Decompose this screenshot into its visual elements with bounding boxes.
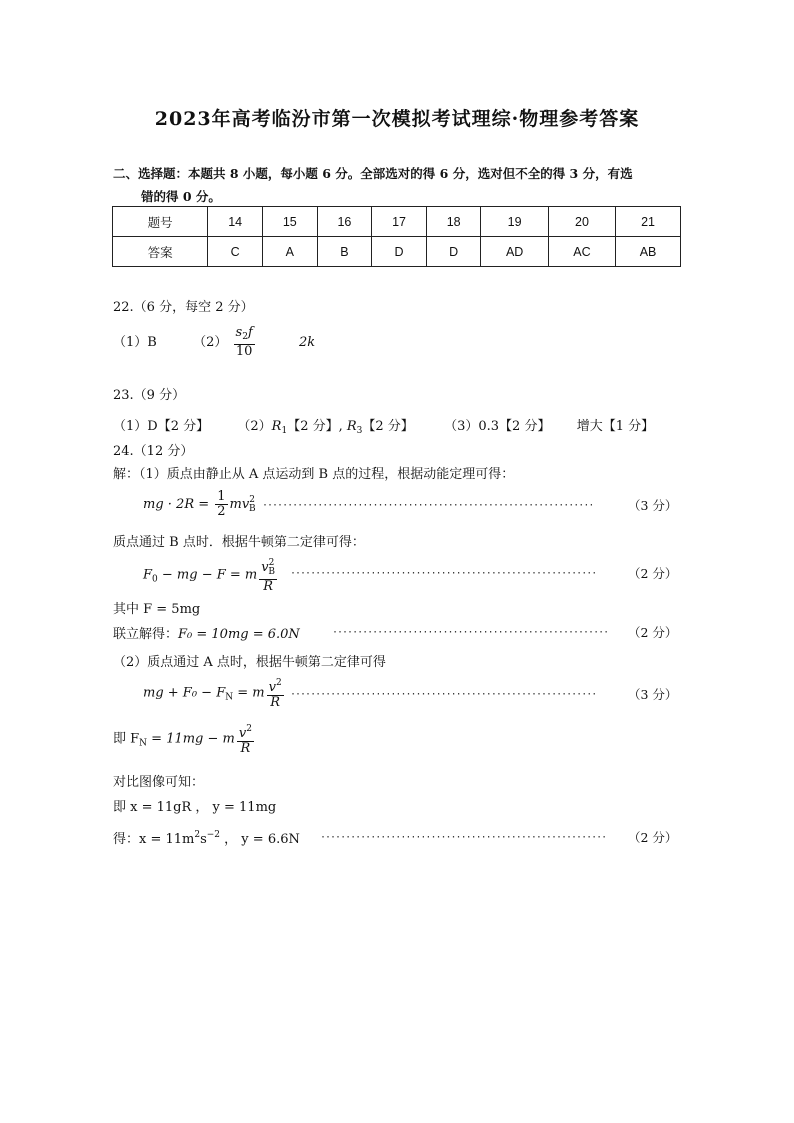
q24-text-4: 联立解得：F₀ = 10mg = 6.0N (113, 627, 300, 642)
dotted-leader: ························································· (320, 832, 607, 843)
q24-equation-3: mg + $F_0 - F_N = m$ $\frac{v^2}{R}$ (143, 678, 282, 710)
q24-score-5: （2 分） (628, 830, 678, 845)
page-title: 2023年高考临汾市第一次模拟考试理综·物理参考答案 (154, 108, 640, 130)
q23-part1: （1）D【2 分】 (113, 419, 210, 434)
table-cell: 20 (548, 207, 615, 237)
table-cell: D (426, 237, 481, 267)
table-header-number: 题号 (113, 207, 208, 237)
q24-text-7: 即 x = 11gR ， y = 11mg (113, 800, 277, 815)
table-cell: 14 (208, 207, 263, 237)
q22-heading: 22.（6 分，每空 2 分） (113, 300, 254, 315)
q22-answers (113, 326, 315, 359)
q22-part3: 2k (299, 335, 316, 350)
q24-equation-1: mg · 2R = $\frac{1}{2}$ $mv^2_B$ (143, 489, 256, 519)
table-cell: 19 (481, 207, 548, 237)
q24-intro: 解：（1）质点由静止从 A 点运动到 B 点的过程，根据动能定理可得： (113, 467, 515, 482)
q24-score-3: （2 分） (628, 625, 678, 640)
table-row-numbers (113, 207, 681, 237)
q22-part2-label: （2） (193, 335, 228, 350)
table-cell: B (317, 237, 372, 267)
q24-text-3: 其中 F = 5mg (113, 602, 201, 617)
section-2-instructions (113, 162, 683, 208)
q24-text-8: 得：$x = 11m^2s^{-2}$ ， y = 6.6N (113, 830, 300, 847)
section-2-line1: 二、选择题：本题共 8 小题，每小题 6 分。全部选对的得 6 分，选对但不全的得 3 分，有选 (113, 166, 633, 181)
table-cell: 17 (372, 207, 427, 237)
q24-score-2: （2 分） (628, 566, 678, 581)
table-cell: 21 (616, 207, 681, 237)
q24-heading: 24.（12 分） (113, 444, 194, 459)
q24-equation-2: $F_0$ − mg − F = m $\frac{v^2_B}{R}$ (143, 558, 275, 594)
q23-part4: 增大【1 分】 (576, 419, 655, 434)
q24-text-5: （2）质点通过 A 点时，根据牛顿第二定律可得 (113, 655, 386, 670)
q22-fraction: $\frac{s_2f}{10}$ (235, 325, 253, 359)
section-2-line2: 错的得 0 分。 (141, 189, 221, 204)
dotted-leader: ····························································· (290, 568, 597, 579)
q24-text-2: 质点通过 B 点时．根据牛顿第二定律可得： (113, 535, 365, 550)
q24-text-6: 对比图像可知： (113, 775, 205, 790)
table-cell: AB (616, 237, 681, 267)
table-header-answer: 答案 (113, 237, 208, 267)
q23-answers: （1）D【2 分】 $(2)R_1$【2 分】, $R_3$【2 分】 （3）0.3【2 分】 增大【1 分】 (113, 419, 655, 436)
table-cell: 18 (426, 207, 481, 237)
q24-equation-4: 即 $F_N = 11mg - m$ $\frac{v^2}{R}$ (113, 724, 252, 756)
q23-part2-label: （2） (237, 419, 272, 434)
dotted-leader: ····························································· (290, 689, 597, 700)
q24-score-4: （3 分） (628, 687, 678, 702)
table-cell: AC (548, 237, 615, 267)
table-cell: D (372, 237, 427, 267)
dotted-leader: ·································································· (262, 500, 594, 511)
table-cell: AD (481, 237, 548, 267)
table-cell: 16 (317, 207, 372, 237)
q24-score-1: （3 分） (628, 498, 678, 513)
table-cell: C (208, 237, 263, 267)
table-row-answers (113, 237, 681, 267)
q22-part1: （1）B (113, 335, 157, 350)
q23-part3: （3）0.3【2 分】 (444, 419, 551, 434)
table-cell: 15 (262, 207, 317, 237)
dotted-leader: ······················································· (332, 627, 609, 638)
answer-table (112, 206, 681, 267)
table-cell: A (262, 237, 317, 267)
q23-heading: 23.（9 分） (113, 388, 186, 403)
